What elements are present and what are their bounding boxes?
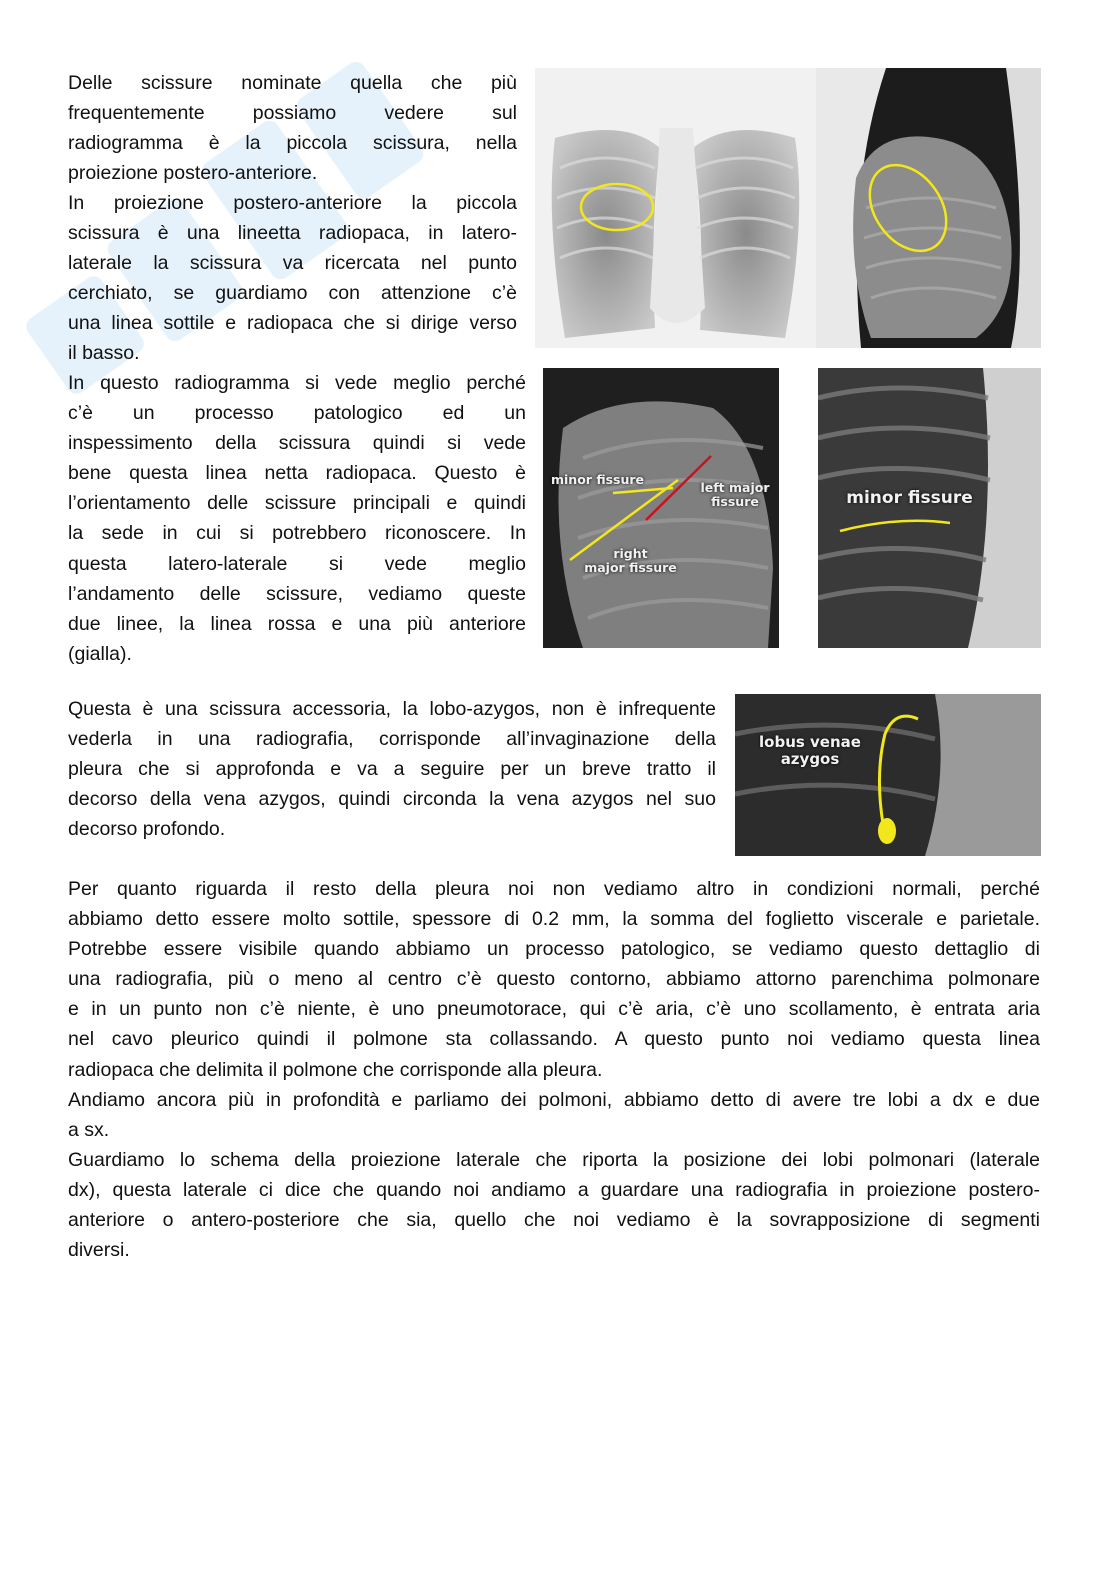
paragraph-lateral-scheme: Guardiamo lo schema della proiezione laterale che riporta la posizione dei lobi polmonari (laterale dx), questa laterale ci dice che quando noi andiamo a guardare una radiografia in proiezione postero- anteriore o antero-posteriore che sia, quello che noi vediamo è la sovrapposizione di segmenti diversi. [68, 1149, 1040, 1262]
label-left-major-fissure: left major fissure [700, 480, 770, 509]
paragraph-azygos-lobe: Questa è una scissura accessoria, la lobo-azygos, non è infrequente vederla in una radiografia, corrisponde all’invaginazione della pleura che si approfonda e va a seguire per un breve tratto il decorso della vena azygos, quindi circonda la vena azygos nel suo decorso profondo. [68, 698, 716, 841]
xray-pa-minor-fissure [818, 368, 1041, 648]
paragraph-pathologic-process: In questo radiogramma si vede meglio perché c’è un processo patologico ed un inspessimento della scissura quindi si vede bene questa linea netta radiopaca. Questo è l’orientamento delle scissure principali e quindi la sede in cui si potrebbero riconoscere. In questa latero-laterale si vede meglio l’andamento delle scissure, vediamo queste due linee, la linea rossa e una più anteriore (gialla). [68, 372, 526, 665]
xray-azygos-lobe [735, 694, 1041, 856]
xray-lateral-fissures [543, 368, 779, 648]
paragraph-pleura: Per quanto riguarda il resto della pleura noi non vediamo altro in condizioni normali, perché abbiamo detto essere molto sottile, spessore di 0.2 mm, la somma del foglietto viscerale e parietale. Potrebbe essere visibile quando abbiamo un processo patologico, se vediamo questo dettaglio di una radiografia, più o meno al centro c’è questo contorno, abbiamo attorno parenchima polmonare e in un punto non c’è niente, è uno pneumotorace, qui c’è aria, c’è uno scollamento, è entrata aria nel cavo pleurico quindi il polmone sta collassando. A questo punto noi vediamo questa linea radiopaca che delimita il polmone che corrisponde alla pleura. [68, 878, 1040, 1081]
paragraph-lungs: Andiamo ancora più in profondità e parliamo dei polmoni, abbiamo detto di avere tre lobi a dx e due a sx. [68, 1089, 1040, 1142]
paragraph-pa-projection: In proiezione postero-anteriore la piccola scissura è una lineetta radiopaca, in latero- laterale la scissura va ricercata nel punto cerchiato, se guardiamo con attenzione c’è una linea sottile e radiopaca che si dirige verso il basso. [68, 192, 517, 365]
paragraph-minor-fissure: Delle scissure nominate quella che più frequentemente possiamo vedere sul radiogramma è la piccola scissura, nella proiezione postero-anteriore. [68, 72, 517, 185]
label-lobus-venae-azygos: lobus venae azygos [759, 733, 861, 768]
label-minor-fissure-pa: minor fissure [846, 488, 973, 508]
xray-pa-chest [535, 68, 816, 348]
azygos-vein-drop [878, 818, 896, 844]
label-minor-fissure-lateral: minor fissure [551, 472, 644, 487]
label-right-major-fissure: right major fissure [584, 546, 677, 575]
xray-lateral-chest [816, 68, 1041, 348]
